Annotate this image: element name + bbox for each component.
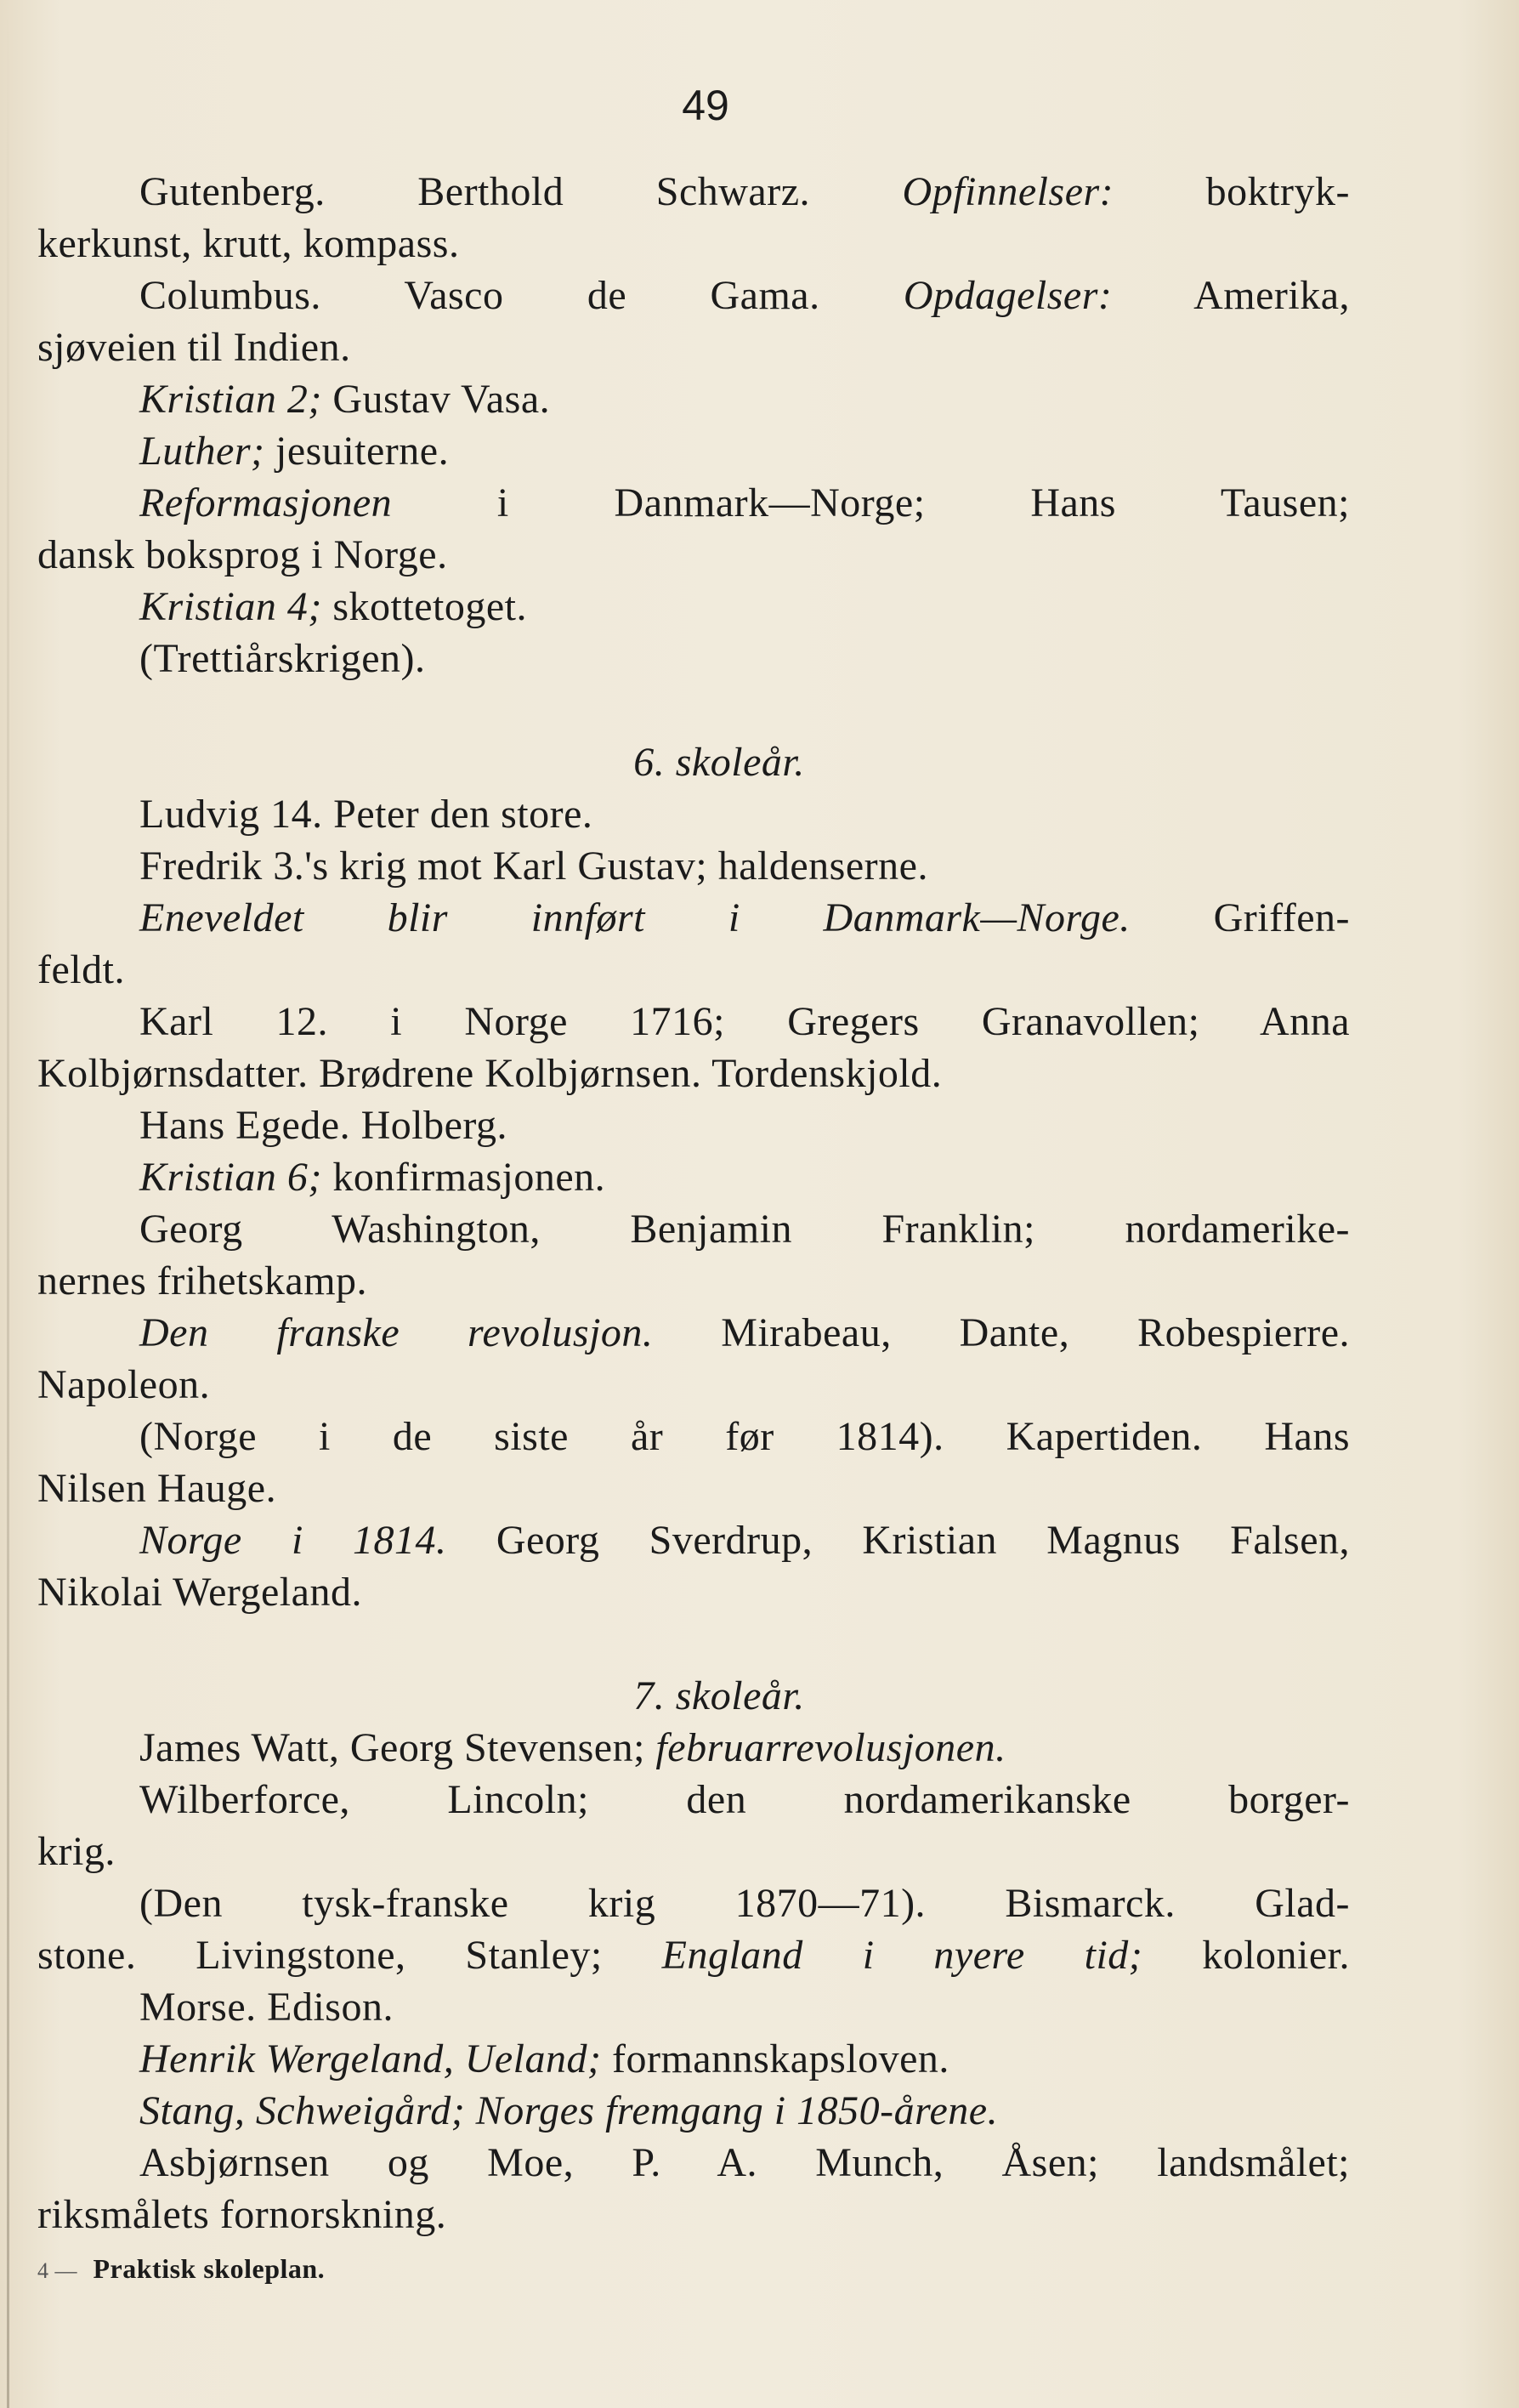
text-segment: krig. <box>37 1829 116 1874</box>
text-segment: kolonier. <box>1142 1933 1351 1978</box>
text-segment: Georg Washington, Benjamin Franklin; nordamerike- <box>139 1207 1350 1252</box>
text-segment: feldt. <box>37 947 125 992</box>
text-segment: (Trettiårskrigen). <box>139 636 426 681</box>
section-heading: 7. skoleår. <box>633 1673 805 1718</box>
text-segment: nernes frihetskamp. <box>37 1258 368 1303</box>
text-segment: Columbus. Vasco de Gama. <box>139 273 904 318</box>
text-segment: Morse. Edison. <box>139 1985 394 2030</box>
section-gap <box>37 684 1350 736</box>
text-segment: dansk boksprog i Norge. <box>37 532 448 577</box>
page-number: 49 <box>682 82 729 129</box>
italic-text: Luther; <box>139 429 265 474</box>
italic-text: Reformasjonen <box>139 480 393 525</box>
text-line <box>37 633 1350 684</box>
text-segment: skottetoget. <box>321 584 528 629</box>
text-segment: jesuiterne. <box>264 429 450 474</box>
text-segment: Nikolai Wergeland. <box>37 1570 362 1615</box>
text-segment: Karl 12. i Norge 1716; Gregers Granavollen; Anna <box>139 999 1350 1044</box>
italic-text: februarrevolusjonen. <box>655 1725 1006 1770</box>
italic-text: Kristian 2; <box>139 377 322 422</box>
text-line <box>37 321 1350 373</box>
italic-text: Kristian 4; <box>139 584 322 629</box>
text-segment: riksmålets fornorskning. <box>37 2192 447 2237</box>
text-line <box>37 373 1350 425</box>
text-line <box>37 1203 1350 1255</box>
text-line <box>37 1826 1350 1877</box>
italic-text: Kristian 6; <box>139 1155 322 1200</box>
text-line <box>37 2085 1350 2137</box>
text-line <box>37 892 1350 944</box>
text-line <box>37 1048 1350 1099</box>
text-line <box>37 270 1350 321</box>
text-segment: konfirmasjonen. <box>321 1155 606 1200</box>
text-segment: Fredrik 3.'s krig mot Karl Gustav; haldenserne. <box>139 843 928 889</box>
text-segment: Wilberforce, Lincoln; den nordamerikanske borger- <box>139 1777 1350 1822</box>
text-line <box>37 1566 1350 1618</box>
text-line <box>37 2033 1350 2085</box>
text-segment: James Watt, Georg Stevensen; <box>139 1725 656 1770</box>
italic-text: Opdagelser: <box>903 273 1113 318</box>
text-segment: formannskapsloven. <box>601 2036 949 2081</box>
text-line <box>37 581 1350 633</box>
text-line <box>37 1929 1350 1981</box>
text-segment: Hans Egede. Holberg. <box>139 1103 507 1148</box>
text-line <box>37 2137 1350 2189</box>
text-segment: Amerika, <box>1112 273 1350 318</box>
section-heading: 6. skoleår. <box>633 740 805 785</box>
text-segment: Napoleon. <box>37 1362 211 1407</box>
text-line <box>37 166 1350 218</box>
text-line <box>37 788 1350 840</box>
section-gap <box>37 1618 1350 1670</box>
footer-title: Praktisk skoleplan. <box>93 2253 326 2284</box>
page-body-text <box>37 166 1350 2240</box>
text-line <box>37 1255 1350 1307</box>
text-line <box>37 425 1350 477</box>
text-line <box>37 218 1350 270</box>
page-gutter-shadow <box>7 0 9 2408</box>
text-segment: (Norge i de siste år før 1814). Kapertiden. Hans <box>139 1414 1350 1459</box>
italic-text: England i nyere tid; <box>661 1933 1143 1978</box>
italic-text: Eneveldet blir innført i Danmark—Norge. <box>139 895 1131 940</box>
text-segment: (Den tysk-franske krig 1870—71). Bismarck. Glad- <box>139 1881 1350 1926</box>
text-line <box>37 1099 1350 1151</box>
italic-text: Norge i 1814. <box>139 1518 447 1563</box>
italic-text: Den franske revolusjon. <box>139 1310 654 1355</box>
text-segment: Kolbjørnsdatter. Brødrene Kolbjørnsen. Tordenskjold. <box>37 1051 943 1096</box>
text-line <box>37 477 1350 529</box>
text-segment: i Danmark—Norge; Hans Tausen; <box>392 480 1350 525</box>
text-segment: Nilsen Hauge. <box>37 1466 277 1511</box>
text-line <box>37 1411 1350 1462</box>
text-segment: Gutenberg. Berthold Schwarz. <box>139 169 903 214</box>
text-line <box>37 529 1350 581</box>
text-line <box>37 996 1350 1048</box>
text-line <box>37 1722 1350 1774</box>
text-line <box>37 1307 1350 1359</box>
italic-text: Opfinnelser: <box>902 169 1114 214</box>
text-line <box>37 1514 1350 1566</box>
text-line <box>37 840 1350 892</box>
text-segment: stone. Livingstone, Stanley; <box>37 1933 662 1978</box>
text-segment: Asbjørnsen og Moe, P. A. Munch, Åsen; landsmålet; <box>139 2140 1350 2185</box>
text-segment: Georg Sverdrup, Kristian Magnus Falsen, <box>446 1518 1350 1563</box>
page-footer <box>37 2253 325 2285</box>
text-segment: Mirabeau, Dante, Robespierre. <box>653 1310 1350 1355</box>
text-line <box>37 1359 1350 1411</box>
text-segment: sjøveien til Indien. <box>37 325 351 370</box>
text-line <box>37 1877 1350 1929</box>
italic-text: Henrik Wergeland, Ueland; <box>139 2036 602 2081</box>
text-line <box>37 944 1350 996</box>
text-segment: Gustav Vasa. <box>321 377 551 422</box>
italic-text: Stang, Schweigård; Norges fremgang i 1850-årene. <box>139 2088 999 2133</box>
text-segment: Ludvig 14. Peter den store. <box>139 792 593 837</box>
text-line <box>37 1981 1350 2033</box>
text-line <box>37 1462 1350 1514</box>
text-line <box>37 1151 1350 1203</box>
text-segment: kerkunst, krutt, kompass. <box>37 221 460 266</box>
text-segment: Griffen- <box>1130 895 1351 940</box>
text-segment: boktryk- <box>1114 169 1350 214</box>
text-line <box>37 1774 1350 1826</box>
text-line <box>37 2189 1350 2240</box>
signature-mark: 4 — <box>37 2258 77 2283</box>
